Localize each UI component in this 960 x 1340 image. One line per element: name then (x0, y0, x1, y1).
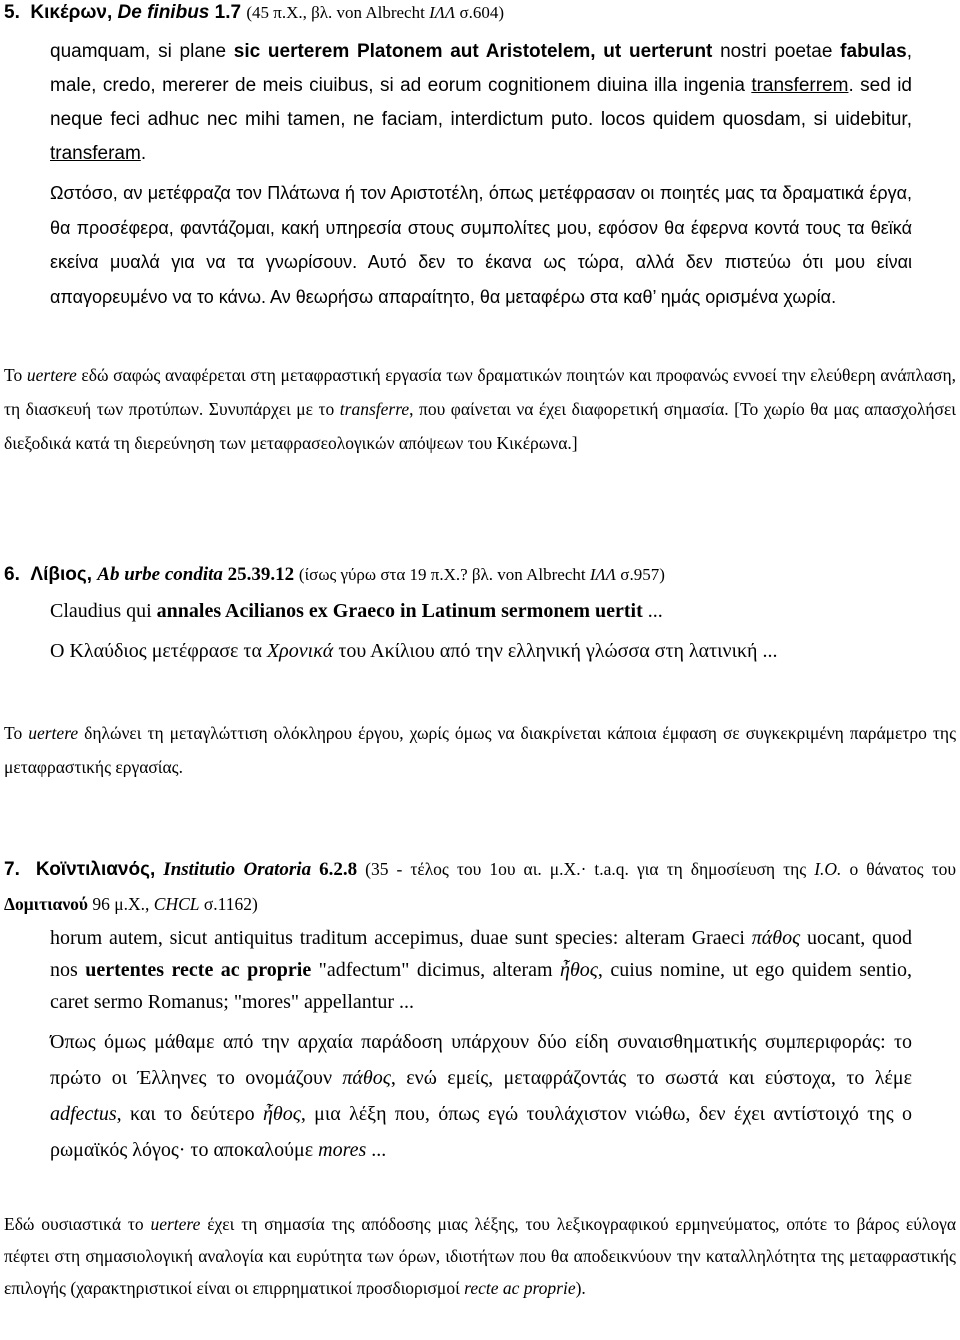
latin-text: . sed id neque feci adhuc nec mihi tamen, ne faciam, interdictum puto. locos quidem quosdam, si uidebitur, (50, 75, 912, 130)
greek-italic: mores (318, 1139, 367, 1161)
section-5-number: 5. (4, 2, 20, 23)
section-7-meta: σ.1162) (199, 894, 258, 914)
comment-text: εδώ σαφώς αναφέρεται στη μεταφραστική εργασία των δραματικών ποιητών και προφανώς εννοεί την ελεύθερη ανάπλαση, τη διασκευή των προτύπων. Συνυπάρχει με το (4, 365, 956, 419)
greek-text: του Ακίλιου από την ελληνική γλώσσα στη λατινική ... (333, 640, 778, 662)
section-7-greek-translation (50, 1024, 912, 1168)
comment-italic: transferre (339, 399, 410, 419)
section-6-work: Ab urbe condita (97, 564, 223, 585)
greek-italic: πάθος (342, 1067, 391, 1089)
latin-greek-word: πάθος (751, 927, 801, 949)
latin-text: Claudius qui (50, 600, 157, 622)
greek-italic: adfectus (50, 1103, 117, 1125)
section-7-author: Κοϊντιλιανός, (35, 859, 156, 880)
latin-text: "adfectum" dicimus, alteram (311, 959, 561, 981)
comment-italic: uertere (28, 723, 79, 743)
section-5-meta: (45 π.Χ., βλ. von Albrecht (246, 3, 430, 22)
section-7-meta: (35 - τέλος του 1ου αι. μ.Χ.· t.a.q. για τη δημοσίευση της (357, 859, 815, 879)
latin-bold: sic uerterem Platonem aut Aristotelem, ut uerterunt (233, 41, 713, 62)
comment-text: Το (4, 365, 27, 385)
section-7-meta: ο θάνατος του (841, 859, 957, 879)
comment-italic: uertere (26, 365, 77, 385)
section-7-meta-io: I.O. (814, 859, 842, 879)
section-6-ref: 25.39.12 (227, 564, 295, 585)
comment-italic: uertere (150, 1214, 201, 1234)
section-5-author: Κικέρων, (30, 2, 113, 23)
section-6-meta-abbr: ΙΛΛ (589, 565, 617, 584)
section-5-meta-end: σ.604) (455, 3, 505, 22)
latin-text: , cuius nomine, ut ego quidem sentio, caret sermo Romanus; "mores" appellantur ... (50, 959, 912, 1013)
comment-text: Εδώ ουσιαστικά το (4, 1214, 151, 1234)
latin-bold: fabulas (840, 41, 907, 62)
section-7-meta: 96 μ.Χ., (87, 894, 154, 914)
comment-italic: recte ac proprie (464, 1278, 576, 1298)
greek-italic: Χρονικά (266, 640, 334, 662)
section-5-greek-translation: Ωστόσο, αν μετέφραζα τον Πλάτωνα ή τον Αριστοτέλη, όπως μετέφρασαν οι ποιητές μας τα δραματικά έργα, θα προσέφερα, φαντάζομαι, κακή υπηρεσία στους συμπολίτες μου, εφόσον θα έφερνα κοντά τους τα θεϊκά εκείνα μυαλά για να τα γνωρίσουν. Αυτό δεν το έκανα ως τώρα, αλλά δεν πιστεύω ότι μου είναι απαγορευμένο να το κάνω. Αν θεωρήσω απαραίτητο, θα μεταφέρω στα καθ’ ημάς ορισμένα χωρία. (50, 183, 912, 307)
section-6-meta: (ίσως γύρω στα 19 π.Χ.? βλ. von Albrecht (298, 565, 590, 584)
section-7-meta-chcl: CHCL (153, 894, 200, 914)
section-5-latin-quote (50, 35, 912, 171)
section-6-latin-quote (50, 595, 912, 627)
comment-text: έχει τη σημασία της απόδοσης μιας λέξης, του λεξικογραφικού ερμηνεύματος, οπότε το βάρος εύλογα πέφτει στη σημασιολογική αναλογία και ευρύτητα των όρων, ιδιοτήτων που θα αποδεικνύουν την καταλληλότητα της μεταφραστικής επιλογής (χαρακτηριστικοί είναι οι επιρρηματικοί προσδιορισμοί (4, 1214, 956, 1298)
latin-greek-word: ἦθος (560, 959, 598, 981)
comment-text: δηλώνει τη μεταγλώττιση ολόκληρου έργου, χωρίς όμως να διακρίνεται κάποια έμφαση σε συγκεκριμένη παράμετρο της μεταφραστικής εργασίας. (4, 723, 956, 777)
greek-text: , μια λέξη που, όπως εγώ τουλάχιστον νιώθω, δεν έχει αντίστοιχό της ο ρωμαϊκός λόγος· το αποκαλούμε (50, 1103, 912, 1161)
section-7-heading (4, 852, 956, 921)
section-6-author: Λίβιος, (30, 564, 93, 585)
section-5-meta-abbr: ΙΛΛ (429, 3, 456, 22)
greek-text: ... (366, 1139, 387, 1161)
section-7-latin-quote (50, 922, 912, 1018)
section-5-heading (4, 0, 504, 26)
section-7-work: Institutio Oratoria (163, 859, 312, 880)
greek-italic: ἦθος (262, 1103, 301, 1125)
greek-text: Όπως όμως μάθαμε από την αρχαία παράδοση υπάρχουν δύο είδη συναισθηματικής συμπεριφοράς: το πρώτο οι Έλληνες το ονομάζουν (50, 1031, 912, 1089)
greek-text: Ο Κλαύδιος μετέφρασε τα (50, 640, 267, 662)
section-5-commentary (4, 358, 956, 460)
section-6-meta-end: σ.957) (616, 565, 665, 584)
section-7-ref: 6.2.8 (319, 859, 358, 880)
section-5-ref: 1.7 (214, 2, 242, 23)
section-5-work: De finibus (117, 2, 210, 23)
comment-text: , που φαίνεται να έχει διαφορετική σημασία. [Το χωρίο θα μας απασχολήσει διεξοδικά κατά τη διερεύνηση των μεταφρασεολογικών απόψεων του Κικέρωνα.] (4, 399, 956, 453)
latin-text: horum autem, sicut antiquitus traditum accepimus, duae sunt species: alteram Graeci (50, 927, 752, 949)
section-6-greek-translation (50, 633, 912, 669)
section-6-heading (4, 562, 665, 588)
greek-text: , και το δεύτερο (116, 1103, 263, 1125)
latin-underlined: transferrem (751, 75, 849, 96)
greek-text: , ενώ εμείς, μεταφράζοντάς το σωστά και εύστοχα, το λέμε (390, 1067, 912, 1089)
comment-text: ). (575, 1278, 586, 1298)
comment-text: Το (4, 723, 29, 743)
section-7-meta-bold: Δομιτιανού (4, 894, 88, 914)
latin-text: nostri poetae (712, 41, 841, 62)
latin-bold: uertentes recte ac proprie (85, 959, 312, 981)
latin-text: . (140, 143, 147, 164)
section-6-number: 6. (4, 564, 20, 585)
latin-text: quamquam, si plane (50, 41, 234, 62)
section-7-commentary (4, 1208, 956, 1304)
latin-bold: annales Acilianos ex Graeco in Latinum sermonem uertit (156, 600, 643, 622)
latin-text: , male, credo, mererer de meis ciuibus, si ad eorum cognitionem diuina illa ingenia (50, 41, 912, 96)
section-6-commentary (4, 716, 956, 784)
latin-text: uocant, quod nos (50, 927, 912, 981)
section-7-number: 7. (4, 859, 20, 880)
latin-text: ... (642, 600, 663, 622)
latin-underlined: transferam (50, 143, 141, 164)
